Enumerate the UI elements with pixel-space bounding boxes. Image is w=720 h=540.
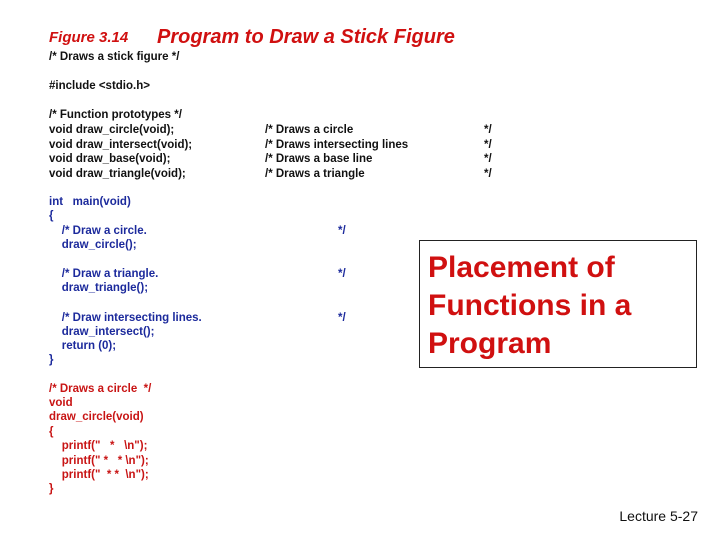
prototype-code: void draw_base(void); [49,153,171,165]
comment-end: */ [338,225,346,237]
prototype-code: void draw_triangle(void); [49,168,186,180]
code-line: /* Draw a circle. [49,225,147,237]
comment-end: */ [338,268,346,280]
footer-page-label: Lecture 5-27 [619,508,698,524]
code-line: printf(" * \n"); [49,440,148,452]
code-line: /* Draw intersecting lines. [49,312,202,324]
slide-title: Program to Draw a Stick Figure [157,26,455,48]
comment-end: */ [484,139,492,151]
prototype-code: void draw_intersect(void); [49,139,193,151]
comment-end: */ [484,153,492,165]
code-line: { [49,426,54,438]
code-line: printf(" * * \n"); [49,469,149,481]
code-line: } [49,354,54,366]
callout-text: Placement of Functions in a Program [428,251,632,360]
code-line: /* Draw a triangle. [49,268,159,280]
code-line: { [49,210,54,222]
code-line: draw_triangle(); [49,282,149,294]
code-line: return (0); [49,340,117,352]
code-line: printf(" * * \n"); [49,455,149,467]
code-line: draw_circle(); [49,239,137,251]
comment-end: */ [484,168,492,180]
code-line: #include <stdio.h> [49,80,150,92]
prototype-code: void draw_circle(void); [49,124,175,136]
figure-label: Figure 3.14 [49,29,129,46]
code-line: /* Function prototypes */ [49,109,182,121]
code-line: draw_circle(void) [49,411,144,423]
prototype-comment: /* Draws a base line [265,153,373,165]
prototype-comment: /* Draws a circle [265,124,354,136]
comment-end: */ [338,312,346,324]
code-line: void [49,397,73,409]
callout-box [419,240,697,368]
code-line: /* Draws a stick figure */ [49,51,180,63]
prototype-comment: /* Draws a triangle [265,168,365,180]
prototype-comment: /* Draws intersecting lines [265,139,409,151]
code-line: draw_intersect(); [49,326,155,338]
code-line: int main(void) [49,196,131,208]
comment-end: */ [484,124,492,136]
code-line: /* Draws a circle */ [49,383,152,395]
code-line: } [49,483,54,495]
